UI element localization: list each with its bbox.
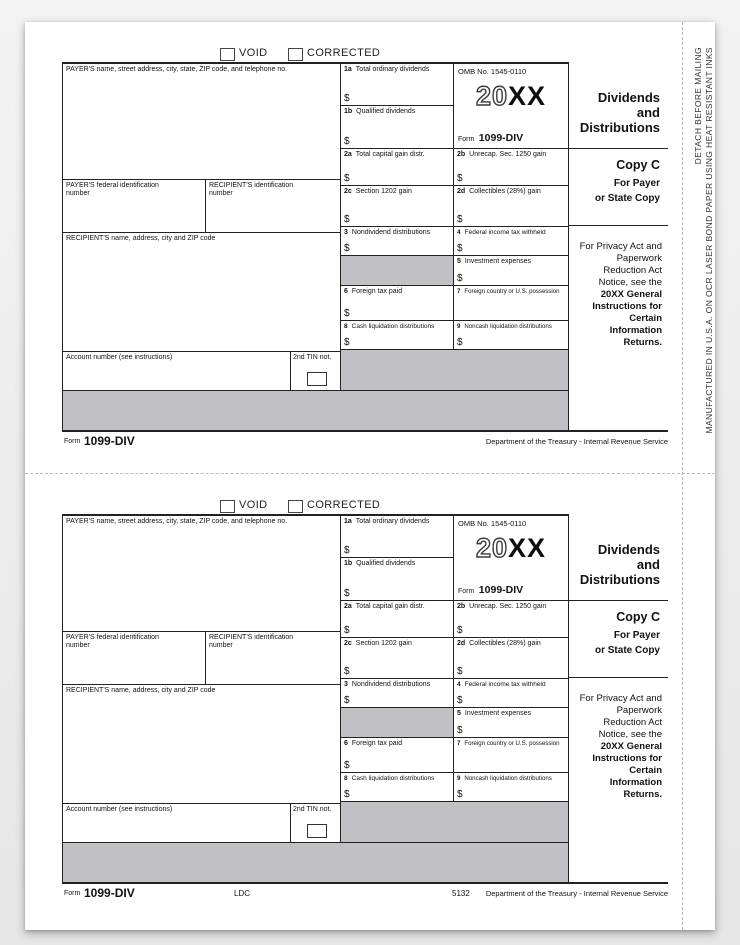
box-label-text: Foreign tax paid xyxy=(351,740,403,747)
privacy-regular-text: For Privacy Act and Paperwork Reduction Act Notice, see the xyxy=(579,241,662,288)
form-word: Form xyxy=(458,136,475,143)
year-outline-digits: 20 xyxy=(475,533,508,563)
recipient-id-label: RECIPIENT'S identification number xyxy=(209,182,294,198)
box-1b-qualified-dividends[interactable] xyxy=(340,557,453,600)
box-2b-unrecap-1250-gain[interactable] xyxy=(453,600,568,637)
box-3-label xyxy=(341,227,453,237)
vertical-perforation-line xyxy=(682,22,683,930)
second-tin-checkbox[interactable] xyxy=(307,824,327,838)
second-tin-box xyxy=(290,803,340,842)
box-label-text: Qualified dividends xyxy=(356,108,416,115)
box-number: 3 xyxy=(344,681,348,688)
form-title xyxy=(568,514,668,600)
box-6-label xyxy=(341,286,453,296)
box-2a-total-capital-gain[interactable] xyxy=(340,148,453,185)
box-1a-label xyxy=(341,64,453,74)
box-label-text: Section 1202 gain xyxy=(355,640,412,647)
box-number: 2b xyxy=(457,603,466,610)
dollar-sign: $ xyxy=(344,93,350,104)
dollar-sign: $ xyxy=(344,625,350,636)
privacy-bold-text: 20XX General Instructions for Certain Information Returns. xyxy=(592,289,662,348)
box-number: 1a xyxy=(344,518,352,525)
box-label-text: Investment expenses xyxy=(464,258,532,265)
box-1a-total-ordinary-dividends[interactable] xyxy=(340,62,453,105)
dollar-sign: $ xyxy=(457,625,463,636)
dollar-sign: $ xyxy=(457,695,463,706)
form-number: 1099-DIV xyxy=(478,584,524,596)
corrected-label: CORRECTED xyxy=(307,499,381,511)
box-8-cash-liquidation[interactable] xyxy=(340,320,453,349)
dollar-sign: $ xyxy=(344,173,350,184)
box-3-label xyxy=(341,679,453,689)
payer-federal-id-label: PAYER'S federal identification number xyxy=(66,182,159,198)
box-label-text: Collectibles (28%) gain xyxy=(469,640,541,647)
box-number: 7 xyxy=(457,288,461,295)
footer-form-number: 1099-DIV xyxy=(84,886,135,900)
recipient-id-box[interactable] xyxy=(205,631,340,684)
box-number: 2c xyxy=(344,188,352,195)
form-title xyxy=(568,62,668,148)
payer-federal-id-box[interactable] xyxy=(62,631,205,684)
dollar-sign: $ xyxy=(344,136,350,147)
second-tin-label: 2nd TIN not. xyxy=(293,806,332,813)
box-label-text: Federal income tax withheld xyxy=(464,229,546,236)
payer-name-box[interactable] xyxy=(62,62,340,179)
shaded-cell xyxy=(340,707,453,737)
box-2d-label xyxy=(454,638,568,648)
dollar-sign: $ xyxy=(344,588,350,599)
box-number: 2a xyxy=(344,151,352,158)
copy-designation xyxy=(568,148,668,225)
privacy-notice xyxy=(568,225,668,430)
recipient-id-label: RECIPIENT'S identification number xyxy=(209,634,294,650)
void-checkbox[interactable] xyxy=(220,500,235,513)
box-4-federal-tax-withheld[interactable] xyxy=(453,226,568,255)
box-5-investment-expenses[interactable] xyxy=(453,255,568,285)
void-corrected-row xyxy=(62,47,568,62)
box-2a-label xyxy=(341,601,453,611)
box-2b-label xyxy=(454,149,568,159)
box-2a-total-capital-gain[interactable] xyxy=(340,600,453,637)
box-label-text: Investment expenses xyxy=(464,710,532,717)
box-number: 2d xyxy=(457,188,466,195)
dollar-sign: $ xyxy=(457,666,463,677)
box-4-federal-tax-withheld[interactable] xyxy=(453,678,568,707)
corrected-label: CORRECTED xyxy=(307,47,381,59)
box-1a-total-ordinary-dividends[interactable] xyxy=(340,514,453,557)
year-outline-digits: 20 xyxy=(475,81,508,111)
copy-for-payer: For Payer xyxy=(613,178,660,189)
shaded-bottom-bar xyxy=(62,842,568,882)
year-20xx xyxy=(454,534,568,562)
box-number: 6 xyxy=(344,740,348,747)
box-label-text: Total ordinary dividends xyxy=(355,518,430,525)
box-label-text: Cash liquidation distributions xyxy=(351,775,435,782)
recipient-id-box[interactable] xyxy=(205,179,340,232)
footer-department: Department of the Treasury - Internal Revenue Service xyxy=(485,437,668,446)
omb-number: OMB No. 1545-0110 xyxy=(458,519,527,528)
copy-name: Copy C xyxy=(616,610,660,624)
box-1b-qualified-dividends[interactable] xyxy=(340,105,453,148)
box-number: 3 xyxy=(344,229,348,236)
box-number: 4 xyxy=(457,229,461,236)
form-title-line1: Dividends and xyxy=(597,542,660,572)
corrected-checkbox[interactable] xyxy=(288,48,303,61)
shaded-account-area xyxy=(340,801,568,842)
detach-before-mailing-text: DETACH BEFORE MAILING xyxy=(693,47,703,165)
dollar-sign: $ xyxy=(344,214,350,225)
box-label-text: Nondividend distributions xyxy=(351,229,431,236)
footer-code: 5132 xyxy=(452,889,470,898)
second-tin-label: 2nd TIN not. xyxy=(293,354,332,361)
box-8-label xyxy=(341,321,453,331)
box-number: 1a xyxy=(344,66,352,73)
box-label-text: Qualified dividends xyxy=(356,560,416,567)
box-label-text: Nondividend distributions xyxy=(351,681,431,688)
box-5-label xyxy=(454,708,568,718)
recipient-name-label: RECIPIENT'S name, address, city and ZIP code xyxy=(66,235,216,242)
payer-name-label: PAYER'S name, street address, city, state, ZIP code, and telephone no. xyxy=(66,66,288,73)
shaded-bottom-bar xyxy=(62,390,568,430)
box-6-foreign-tax-paid[interactable] xyxy=(340,737,453,772)
dollar-sign: $ xyxy=(344,243,350,254)
payer-federal-id-box[interactable] xyxy=(62,179,205,232)
box-2c-section-1202-gain[interactable] xyxy=(340,185,453,226)
privacy-notice xyxy=(568,677,668,882)
box-label-text: Total capital gain distr. xyxy=(355,151,425,158)
manufactured-notice-text: MANUFACTURED IN U.S.A. ON OCR LASER BOND PAPER USING HEAT RESISTANT INKS xyxy=(704,47,714,434)
box-label-text: Total capital gain distr. xyxy=(355,603,425,610)
footer-form-word: Form xyxy=(64,438,81,445)
corrected-checkbox[interactable] xyxy=(288,500,303,513)
box-6-label xyxy=(341,738,453,748)
footer-form-number: 1099-DIV xyxy=(84,434,135,448)
box-4-label xyxy=(454,679,568,689)
box-9-noncash-liquidation[interactable] xyxy=(453,772,568,801)
form-title-line2: Distributions xyxy=(579,572,660,587)
form-footer xyxy=(62,886,668,900)
footer-form-word: Form xyxy=(64,890,81,897)
box-2d-collectibles-gain[interactable] xyxy=(453,637,568,678)
box-4-label xyxy=(454,227,568,237)
box-label-text: Foreign country or U.S. possession xyxy=(464,288,560,295)
account-number-box[interactable] xyxy=(62,351,290,390)
payer-federal-id-label: PAYER'S federal identification number xyxy=(66,634,159,650)
box-number: 2b xyxy=(457,151,466,158)
box-8-cash-liquidation[interactable] xyxy=(340,772,453,801)
copy-designation xyxy=(568,600,668,677)
dollar-sign: $ xyxy=(457,273,463,284)
dollar-sign: $ xyxy=(457,173,463,184)
recipient-name-label: RECIPIENT'S name, address, city and ZIP code xyxy=(66,687,216,694)
box-5-label xyxy=(454,256,568,266)
payer-name-label: PAYER'S name, street address, city, state, ZIP code, and telephone no. xyxy=(66,518,288,525)
box-label-text: Federal income tax withheld xyxy=(464,681,546,688)
box-label-text: Total ordinary dividends xyxy=(355,66,430,73)
copy-name: Copy C xyxy=(616,158,660,172)
recipient-name-box[interactable] xyxy=(62,684,340,803)
dollar-sign: $ xyxy=(344,308,350,319)
void-corrected-row xyxy=(62,499,568,514)
box-number: 5 xyxy=(457,710,461,717)
box-2a-label xyxy=(341,149,453,159)
box-number: 9 xyxy=(457,775,461,782)
form-bottom-rule xyxy=(62,882,668,884)
box-5-investment-expenses[interactable] xyxy=(453,707,568,737)
shaded-cell xyxy=(340,255,453,285)
dollar-sign: $ xyxy=(344,695,350,706)
privacy-regular-text: For Privacy Act and Paperwork Reduction Act Notice, see the xyxy=(579,693,662,740)
dollar-sign: $ xyxy=(344,789,350,800)
void-checkbox[interactable] xyxy=(220,48,235,61)
box-9-label xyxy=(454,321,568,330)
box-9-label xyxy=(454,773,568,782)
box-label-text: Section 1202 gain xyxy=(355,188,412,195)
box-number: 8 xyxy=(344,323,348,330)
second-tin-box xyxy=(290,351,340,390)
box-number: 2c xyxy=(344,640,352,647)
box-number: 9 xyxy=(457,323,461,330)
box-number: 5 xyxy=(457,258,461,265)
box-label-text: Unrecap. Sec. 1250 gain xyxy=(469,151,547,158)
form-bottom-rule xyxy=(62,430,668,432)
box-number: 6 xyxy=(344,288,348,295)
box-2b-label xyxy=(454,601,568,611)
box-label-text: Noncash liquidation distributions xyxy=(464,323,552,330)
form-number: 1099-DIV xyxy=(478,132,524,144)
second-tin-checkbox[interactable] xyxy=(307,372,327,386)
dollar-sign: $ xyxy=(457,725,463,736)
privacy-bold-text: 20XX General Instructions for Certain Information Returns. xyxy=(592,741,662,800)
box-label-text: Foreign tax paid xyxy=(351,288,403,295)
footer-department: Department of the Treasury - Internal Revenue Service xyxy=(485,889,668,898)
year-solid-digits: XX xyxy=(508,533,547,563)
dollar-sign: $ xyxy=(344,760,350,771)
dollar-sign: $ xyxy=(457,789,463,800)
box-1b-label xyxy=(341,558,453,568)
box-2c-label xyxy=(341,186,453,196)
box-2b-unrecap-1250-gain[interactable] xyxy=(453,148,568,185)
payer-name-box[interactable] xyxy=(62,514,340,631)
form-1099-div-copy-2 xyxy=(62,499,668,904)
dollar-sign: $ xyxy=(457,243,463,254)
box-2d-label xyxy=(454,186,568,196)
copy-or-state: or State Copy xyxy=(594,193,660,204)
form-title-line1: Dividends and xyxy=(597,90,660,120)
footer-ldc: LDC xyxy=(234,889,251,898)
form-title-line2: Distributions xyxy=(579,120,660,135)
box-label-text: Noncash liquidation distributions xyxy=(464,775,552,782)
dollar-sign: $ xyxy=(457,337,463,348)
form-footer xyxy=(62,434,668,448)
box-2c-label xyxy=(341,638,453,648)
box-number: 7 xyxy=(457,740,461,747)
omb-number: OMB No. 1545-0110 xyxy=(458,67,527,76)
box-number: 1b xyxy=(344,108,353,115)
shaded-account-area xyxy=(340,349,568,390)
box-1b-label xyxy=(341,106,453,116)
box-number: 2d xyxy=(457,640,466,647)
form-1099-div-copy-1 xyxy=(62,47,668,452)
form-number-block xyxy=(458,580,523,598)
box-number: 2a xyxy=(344,603,352,610)
box-2d-collectibles-gain[interactable] xyxy=(453,185,568,226)
account-number-box[interactable] xyxy=(62,803,290,842)
box-2c-section-1202-gain[interactable] xyxy=(340,637,453,678)
void-label: VOID xyxy=(239,47,268,59)
box-7-foreign-country[interactable] xyxy=(453,737,568,772)
box-label-text: Cash liquidation distributions xyxy=(351,323,435,330)
box-3-nondividend-distributions[interactable] xyxy=(340,226,453,255)
form-number-block xyxy=(458,128,523,146)
dollar-sign: $ xyxy=(344,337,350,348)
box-label-text: Unrecap. Sec. 1250 gain xyxy=(469,603,547,610)
form-word: Form xyxy=(458,588,475,595)
box-number: 4 xyxy=(457,681,461,688)
box-1a-label xyxy=(341,516,453,526)
box-7-foreign-country[interactable] xyxy=(453,285,568,320)
recipient-name-box[interactable] xyxy=(62,232,340,351)
dollar-sign: $ xyxy=(344,666,350,677)
box-8-label xyxy=(341,773,453,783)
horizontal-perforation-line xyxy=(25,473,715,474)
copy-for-payer: For Payer xyxy=(613,630,660,641)
box-7-label xyxy=(454,738,568,747)
box-3-nondividend-distributions[interactable] xyxy=(340,678,453,707)
copy-or-state: or State Copy xyxy=(594,645,660,656)
box-label-text: Collectibles (28%) gain xyxy=(469,188,541,195)
box-number: 8 xyxy=(344,775,348,782)
dollar-sign: $ xyxy=(344,545,350,556)
box-9-noncash-liquidation[interactable] xyxy=(453,320,568,349)
omb-year-box xyxy=(453,514,568,600)
box-7-label xyxy=(454,286,568,295)
dollar-sign: $ xyxy=(457,214,463,225)
account-number-label: Account number (see instructions) xyxy=(66,806,173,813)
margin-text-block xyxy=(693,47,715,467)
year-solid-digits: XX xyxy=(508,81,547,111)
omb-year-box xyxy=(453,62,568,148)
account-number-label: Account number (see instructions) xyxy=(66,354,173,361)
box-number: 1b xyxy=(344,560,353,567)
paper-sheet xyxy=(25,22,715,930)
void-label: VOID xyxy=(239,499,268,511)
box-label-text: Foreign country or U.S. possession xyxy=(464,740,560,747)
box-6-foreign-tax-paid[interactable] xyxy=(340,285,453,320)
year-20xx xyxy=(454,82,568,110)
